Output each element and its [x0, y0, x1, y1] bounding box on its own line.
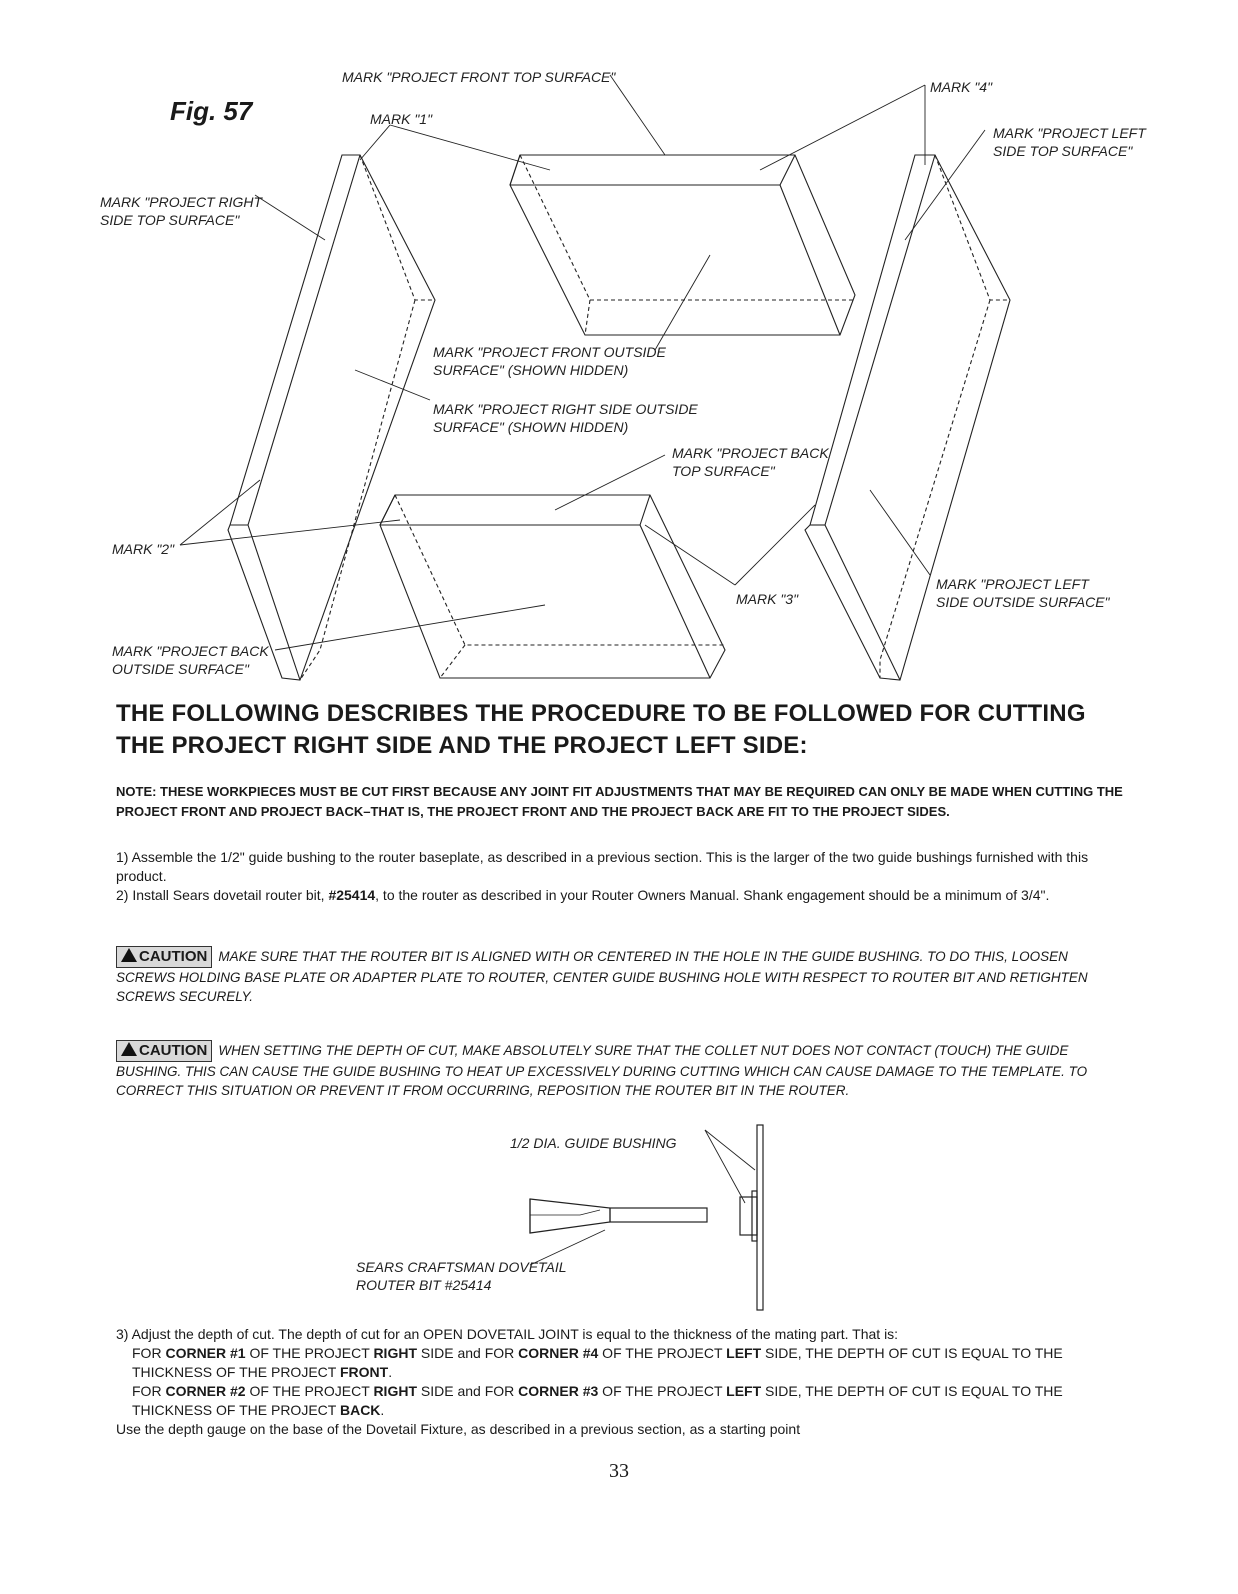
label-mark-4: MARK "4"	[930, 79, 993, 95]
caution-text-2: WHEN SETTING THE DEPTH OF CUT, MAKE ABSOLUTELY SURE THAT THE COLLET NUT DOES NOT CONTACT (TOUCH) THE GUIDE BUSHING. THIS CAN CAUSE THE GUIDE BUSHING TO HEAT UP EXCESSIVELY DURING CUTTING WHICH CAN CAUSE DAMAGE TO THE TEMPLATE. TO CORRECT THIS SITUATION OR PREVENT IT FROM OCCURRING, REPOSITION THE ROUTER BIT IN THE ROUTER.	[116, 1043, 1088, 1098]
label-right-side-outside-surface-1: MARK "PROJECT RIGHT SIDE OUTSIDE	[433, 401, 698, 417]
label-mark-3: MARK "3"	[736, 591, 799, 607]
label-front-top-surface: MARK "PROJECT FRONT TOP SURFACE"	[342, 69, 616, 85]
step-3-closing: Use the depth gauge on the base of the Dovetail Fixture, as described in a previous section, as a starting point	[116, 1421, 801, 1437]
label-front-outside-surface-1: MARK "PROJECT FRONT OUTSIDE	[433, 344, 666, 360]
step-3-line-1: FOR CORNER #1 OF THE PROJECT RIGHT SIDE and FOR CORNER #4 OF THE PROJECT LEFT SIDE, THE DEPTH OF CUT IS EQUAL TO THE THICKNESS OF THE PROJECT FRONT.	[132, 1345, 1063, 1380]
step-3: 3) Adjust the depth of cut. The depth of cut for an OPEN DOVETAIL JOINT is equal to the thickness of the mating part. That is: FOR CORNER #1 OF THE PROJECT RIGHT SIDE and FOR CORNER #4 OF THE PROJECT LEFT SIDE, THE DEPTH OF CUT IS EQUAL TO THE THICKNESS OF THE PROJECT FRONT. FOR CORNER #2 OF THE PROJECT RIGHT SIDE and FOR CORNER #3 OF THE PROJECT LEFT SIDE, THE DEPTH OF CUT IS EQUAL TO THE THICKNESS OF THE PROJECT BACK. Use the depth gauge on the base of the Dovetail Fixture, as described in a previous section, as a starting point	[116, 1325, 1116, 1439]
label-back-outside-surface-2: OUTSIDE SURFACE"	[112, 661, 249, 677]
label-back-top-surface-2: TOP SURFACE"	[672, 463, 775, 479]
section-heading: THE FOLLOWING DESCRIBES THE PROCEDURE TO BE FOLLOWED FOR CUTTING THE PROJECT RIGHT SIDE AND THE PROJECT LEFT SIDE:	[116, 700, 1086, 759]
caution-badge: CAUTION	[116, 1040, 212, 1062]
label-front-outside-surface-2: SURFACE" (SHOWN HIDDEN)	[433, 362, 629, 378]
label-back-top-surface-1: MARK "PROJECT BACK	[672, 445, 829, 461]
warning-triangle-icon	[121, 948, 137, 962]
caution-block-2	[116, 1040, 1116, 1100]
label-router-bit-1: SEARS CRAFTSMAN DOVETAIL	[356, 1259, 567, 1275]
label-left-side-outside-surface-2: SIDE OUTSIDE SURFACE"	[936, 594, 1110, 610]
bit-shank	[610, 1208, 707, 1222]
step-1: 1) Assemble the 1/2" guide bushing to the router baseplate, as described in a previous section. This is the larger of the two guide bushings furnished with this product.	[116, 849, 1089, 884]
step-3-line-2: FOR CORNER #2 OF THE PROJECT RIGHT SIDE and FOR CORNER #3 OF THE PROJECT LEFT SIDE, THE DEPTH OF CUT IS EQUAL TO THE THICKNESS OF THE PROJECT BACK.	[132, 1383, 1063, 1418]
label-router-bit-2: ROUTER BIT #25414	[356, 1277, 492, 1293]
guide-bushing	[740, 1197, 757, 1235]
page-number: 33	[609, 1460, 629, 1482]
label-left-side-top-surface-2: SIDE TOP SURFACE"	[993, 143, 1133, 159]
caution-text-1: MAKE SURE THAT THE ROUTER BIT IS ALIGNED WITH OR CENTERED IN THE HOLE IN THE GUIDE BUSHING. TO DO THIS, LOOSEN SCREWS HOLDING BASE PLATE OR ADAPTER PLATE TO ROUTER, CENTER GUIDE BUSHING HOLE WITH RESPECT TO ROUTER BIT AND RETIGHTEN SCREWS SECURELY.	[116, 949, 1088, 1004]
step-2: 2) Install Sears dovetail router bit, #25414, to the router as described in your Router Owners Manual. Shank engagement should be a minimum of 3/4".	[116, 887, 1050, 903]
dovetail-cutter	[530, 1199, 610, 1233]
label-left-side-outside-surface-1: MARK "PROJECT LEFT	[936, 576, 1089, 592]
figure-title: Fig. 57	[170, 96, 253, 126]
project-front-panel	[510, 155, 855, 335]
label-guide-bushing: 1/2 DIA. GUIDE BUSHING	[510, 1135, 677, 1151]
label-right-side-top-surface-2: SIDE TOP SURFACE"	[100, 212, 240, 228]
label-mark-2: MARK "2"	[112, 541, 175, 557]
caution-block-1	[116, 946, 1116, 1006]
label-back-outside-surface-1: MARK "PROJECT BACK	[112, 643, 269, 659]
label-right-side-top-surface-1: MARK "PROJECT RIGHT	[100, 194, 263, 210]
project-back-panel	[380, 495, 725, 678]
warning-triangle-icon	[121, 1042, 137, 1056]
label-left-side-top-surface-1: MARK "PROJECT LEFT	[993, 125, 1146, 141]
note-text: NOTE: THESE WORKPIECES MUST BE CUT FIRST BECAUSE ANY JOINT FIT ADJUSTMENTS THAT MAY BE REQUIRED CAN ONLY BE MADE WHEN CUTTING THE PROJECT FRONT AND PROJECT BACK–THAT IS, THE PROJECT FRONT AND THE PROJECT BACK ARE FIT TO THE PROJECT SIDES.	[116, 784, 1123, 819]
caution-badge: CAUTION	[116, 946, 212, 968]
label-mark-1: MARK "1"	[370, 111, 433, 127]
project-right-side-panel	[228, 155, 435, 680]
template-plate	[757, 1125, 763, 1310]
label-right-side-outside-surface-2: SURFACE" (SHOWN HIDDEN)	[433, 419, 629, 435]
